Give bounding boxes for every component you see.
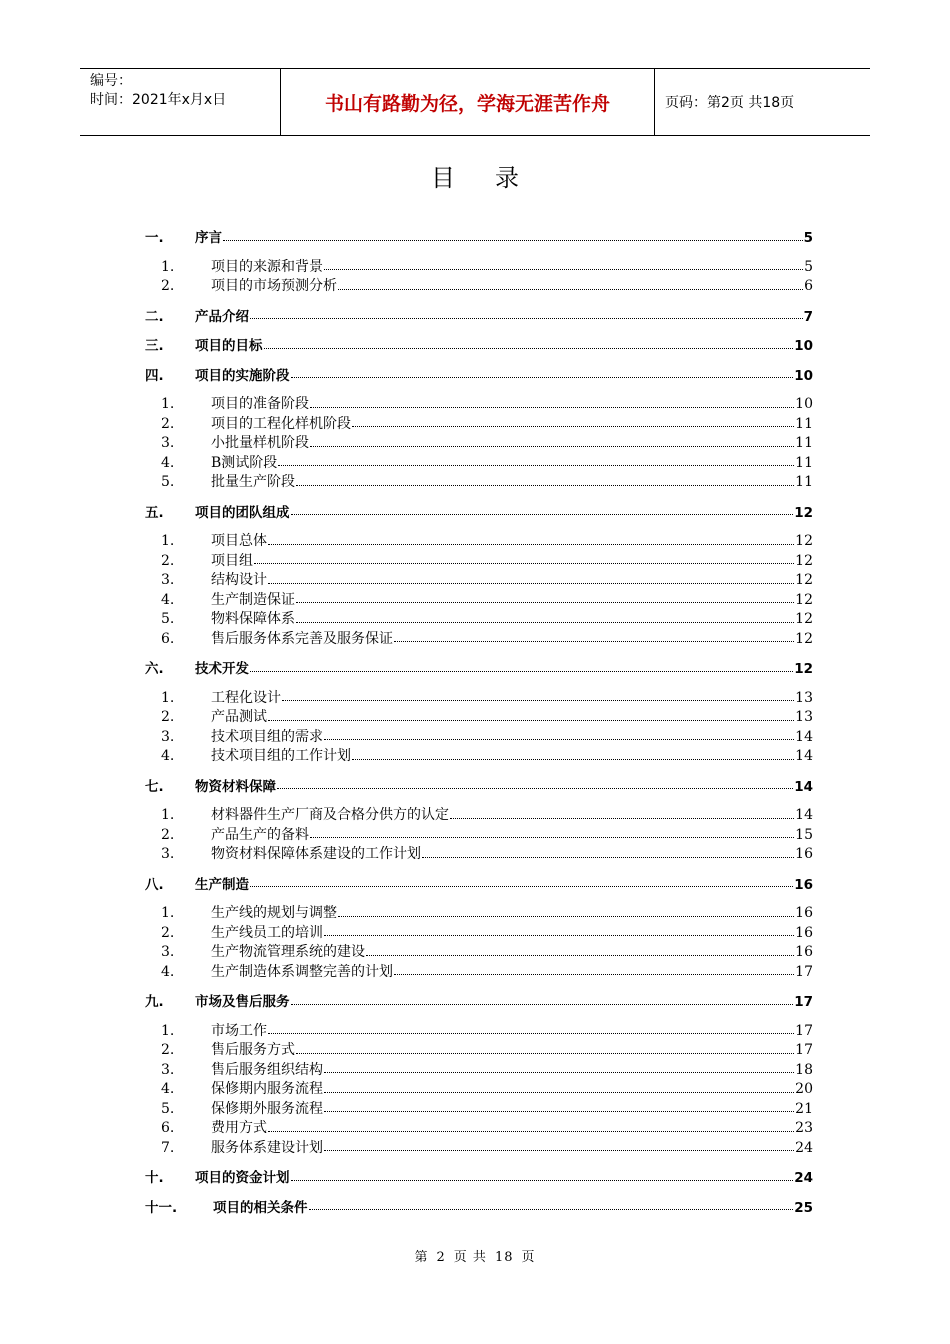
toc-subsection-entry[interactable] <box>145 413 813 433</box>
toc-entry-text: 项目总体 <box>211 533 267 549</box>
toc-entry-leader <box>324 739 794 740</box>
toc-subsection-entry[interactable] <box>145 589 813 609</box>
toc-section-entry[interactable] <box>145 873 813 893</box>
toc-entry-page: 20 <box>795 1081 813 1097</box>
toc-subsection-entry[interactable] <box>145 393 813 413</box>
toc-entry-page: 11 <box>795 454 813 471</box>
toc-entry-leader <box>296 622 794 623</box>
toc-subsection-entry[interactable] <box>145 804 813 824</box>
toc-entry-leader <box>250 886 793 887</box>
toc-entry-number: 四. <box>145 367 164 384</box>
toc-entry-leader <box>250 318 803 319</box>
toc-entry-leader <box>296 602 794 603</box>
toc-entry-number: 3. <box>161 572 175 588</box>
toc-entry-page: 11 <box>795 415 813 432</box>
toc-entry-text: 生产制造保证 <box>211 591 295 608</box>
toc-entry-leader <box>291 1180 794 1181</box>
toc-entry-leader <box>296 1053 794 1054</box>
toc-entry-leader <box>277 788 793 789</box>
toc-entry-number: 十. <box>145 1170 164 1186</box>
toc-entry-number: 5. <box>161 474 175 490</box>
toc-entry-number: 4. <box>161 1081 175 1097</box>
toc-entry-leader <box>394 641 794 642</box>
toc-section-entry[interactable] <box>145 364 813 384</box>
toc-entry-number: 六. <box>145 661 164 677</box>
toc-entry-page: 5 <box>804 258 813 275</box>
toc-entry-text: 结构设计 <box>211 572 267 588</box>
toc-entry-page: 11 <box>795 435 813 451</box>
toc-entry-page: 12 <box>794 661 813 677</box>
toc-subsection-entry[interactable] <box>145 1078 813 1098</box>
toc-entry-number: 二. <box>145 308 164 325</box>
toc-entry-number: 九. <box>145 994 164 1010</box>
toc-entry-text: 生产线员工的培训 <box>211 924 323 941</box>
toc-entry-text: 保修期外服务流程 <box>211 1100 323 1117</box>
toc-entry-text: 项目组 <box>211 552 253 569</box>
toc-entry-leader <box>254 563 794 564</box>
toc-entry-leader <box>324 1092 794 1093</box>
toc-entry-page: 14 <box>795 748 813 764</box>
toc-subsection-entry[interactable] <box>145 922 813 942</box>
toc-entry-number: 1. <box>161 689 175 706</box>
toc-section-entry[interactable] <box>145 990 813 1010</box>
toc-subsection-entry[interactable] <box>145 961 813 981</box>
header-page-info: 页码：第2页 共18页 <box>665 95 795 111</box>
toc-entry-number: 4. <box>161 963 175 980</box>
toc-entry-text: 产品测试 <box>211 709 267 725</box>
toc-entry-page: 15 <box>795 826 813 843</box>
toc-entry-text: 技术项目组的需求 <box>211 728 323 745</box>
toc-entry-leader <box>268 544 794 545</box>
toc-section-entry[interactable] <box>145 305 813 325</box>
toc-entry-page: 16 <box>795 846 813 862</box>
toc-subsection-entry[interactable] <box>145 452 813 472</box>
toc-entry-text: 生产物流管理系统的建设 <box>211 944 365 960</box>
toc-entry-page: 13 <box>795 709 813 725</box>
toc-entry-text: 售后服务方式 <box>211 1042 295 1058</box>
toc-entry-number: 3. <box>161 944 175 960</box>
toc-entry-text: 保修期内服务流程 <box>211 1081 323 1097</box>
toc-subsection-entry[interactable] <box>145 1059 813 1079</box>
toc-entry-number: 6. <box>161 1120 175 1136</box>
toc-section-entry[interactable] <box>145 1166 813 1186</box>
toc-entry-text: 生产线的规划与调整 <box>211 905 337 921</box>
toc-entry-text: 工程化设计 <box>211 689 281 706</box>
toc-entry-leader <box>394 974 794 975</box>
toc-entry-leader <box>268 1033 794 1034</box>
toc-subsection-entry[interactable] <box>145 569 813 589</box>
toc-entry-number: 一. <box>145 230 164 246</box>
toc-entry-page: 17 <box>795 1022 813 1039</box>
toc-entry-page: 12 <box>795 533 813 549</box>
toc-entry-text: 售后服务组织结构 <box>211 1061 323 1078</box>
toc-entry-number: 4. <box>161 748 175 764</box>
toc-entry-number: 八. <box>145 876 164 893</box>
toc-entry-leader <box>223 240 803 241</box>
toc-subsection-entry[interactable] <box>145 550 813 570</box>
toc-entry-leader <box>291 514 794 515</box>
toc-entry-leader <box>366 955 794 956</box>
toc-entry-leader <box>291 377 794 378</box>
toc-entry-page: 7 <box>803 308 813 325</box>
toc-subsection-entry[interactable] <box>145 1098 813 1118</box>
toc-entry-text: 物资材料保障 <box>195 778 276 795</box>
page-title: 目录 <box>431 164 559 192</box>
toc-subsection-entry[interactable] <box>145 1020 813 1040</box>
toc-entry-number: 十一. <box>145 1199 178 1216</box>
toc-section-entry[interactable] <box>145 226 813 246</box>
toc-entry-page: 24 <box>795 1139 813 1156</box>
toc-entry-number: 1. <box>161 905 175 921</box>
toc-entry-text: 序言 <box>195 230 222 246</box>
header-left-cell <box>80 69 281 135</box>
toc-entry-leader <box>338 289 803 290</box>
toc-entry-text: 物料保障体系 <box>211 611 295 627</box>
toc-entry-number: 2. <box>161 1042 175 1058</box>
toc-entry-page: 23 <box>795 1120 813 1136</box>
toc-entry-text: 项目的市场预测分析 <box>211 278 337 294</box>
toc-section-entry[interactable] <box>145 501 813 521</box>
toc-entry-number: 2. <box>161 924 175 941</box>
page-footer <box>0 1246 950 1265</box>
toc-entry-text: 项目的准备阶段 <box>211 396 309 412</box>
toc-entry-number: 6. <box>161 630 175 647</box>
toc-entry-number: 2. <box>161 278 175 294</box>
toc-entry-leader <box>268 583 794 584</box>
toc-entry-leader <box>352 426 794 427</box>
footer-middle: 页 共 <box>453 1250 487 1265</box>
toc-section-entry[interactable] <box>145 334 813 354</box>
toc-entry-page: 12 <box>795 552 813 569</box>
toc-entry-page: 16 <box>795 905 813 921</box>
footer-prefix: 第 <box>414 1250 429 1265</box>
toc-section-entry[interactable] <box>145 775 813 795</box>
toc-entry-page: 18 <box>795 1061 813 1078</box>
toc-entry-number: 2. <box>161 709 175 725</box>
toc-entry-number: 2. <box>161 826 175 843</box>
toc-entry-number: 1. <box>161 807 175 823</box>
toc-entry-leader <box>310 837 794 838</box>
toc-subsection-entry[interactable] <box>145 530 813 550</box>
toc-entry-number: 2. <box>161 552 175 569</box>
toc-entry-leader <box>352 759 794 760</box>
toc-entry-number: 3. <box>161 728 175 745</box>
toc-entry-page: 13 <box>795 689 813 706</box>
toc-section-entry[interactable] <box>145 1196 813 1216</box>
toc-entry-text: 项目的相关条件 <box>213 1199 308 1216</box>
toc-entry-number: 5. <box>161 611 175 627</box>
toc-subsection-entry[interactable] <box>145 608 813 628</box>
toc-subsection-entry[interactable] <box>145 471 813 491</box>
toc-entry-leader <box>422 857 794 858</box>
toc-subsection-entry[interactable] <box>145 745 813 765</box>
toc-entry-text: 生产制造体系调整完善的计划 <box>211 963 393 980</box>
toc-entry-number: 七. <box>145 778 164 795</box>
toc-entry-text: 项目的资金计划 <box>195 1170 290 1186</box>
footer-total: 18 <box>494 1250 514 1265</box>
toc-subsection-entry[interactable] <box>145 256 813 276</box>
toc-entry-number: 3. <box>161 846 175 862</box>
toc-entry-text: 物资材料保障体系建设的工作计划 <box>211 846 421 862</box>
toc-entry-number: 1. <box>161 1022 175 1039</box>
toc-entry-page: 12 <box>795 630 813 647</box>
toc-entry-page: 14 <box>794 778 813 795</box>
toc-entry-leader <box>450 818 794 819</box>
toc-entry-page: 14 <box>795 728 813 745</box>
toc-entry-page: 17 <box>795 963 813 980</box>
toc-entry-page: 10 <box>795 396 813 412</box>
header-motto: 书山有路勤为径，学海无涯苦作舟 <box>281 69 655 135</box>
number-label: 编号： <box>90 73 132 89</box>
toc-entry-text: 项目的工程化样机阶段 <box>211 415 351 432</box>
toc-entry-number: 三. <box>145 338 164 354</box>
toc-entry-text: B测试阶段 <box>211 454 278 471</box>
toc-entry-text: 项目的实施阶段 <box>195 367 290 384</box>
toc-entry-page: 12 <box>795 572 813 588</box>
toc-subsection-entry[interactable] <box>145 432 813 452</box>
toc-subsection-entry[interactable] <box>145 824 813 844</box>
toc-subsection-entry[interactable] <box>145 706 813 726</box>
toc-entry-leader <box>310 407 794 408</box>
toc-entry-number: 5. <box>161 1100 175 1117</box>
toc-entry-number: 1. <box>161 396 175 412</box>
toc-entry-leader <box>324 1150 794 1151</box>
toc-entry-page: 17 <box>794 994 813 1010</box>
toc-entry-text: 批量生产阶段 <box>211 474 295 490</box>
toc-entry-number: 4. <box>161 591 175 608</box>
page-header <box>80 68 870 136</box>
toc-entry-text: 售后服务体系完善及服务保证 <box>211 630 393 647</box>
toc-entry-page: 24 <box>794 1170 813 1186</box>
toc-entry-leader <box>296 485 794 486</box>
toc-entry-number: 7. <box>161 1139 175 1156</box>
toc-subsection-entry[interactable] <box>145 1039 813 1059</box>
toc-entry-page: 10 <box>794 367 813 384</box>
toc-entry-page: 21 <box>795 1100 813 1117</box>
toc-entry-page: 25 <box>794 1199 813 1216</box>
toc-entry-leader <box>268 720 794 721</box>
toc-entry-page: 12 <box>794 504 813 521</box>
toc-entry-page: 16 <box>794 876 813 893</box>
toc-entry-page: 14 <box>795 807 813 823</box>
toc-entry-text: 项目的目标 <box>195 338 263 354</box>
toc-subsection-entry[interactable] <box>145 726 813 746</box>
toc-subsection-entry[interactable] <box>145 628 813 648</box>
time-label: 时间：2021年x月x日 <box>90 92 227 108</box>
footer-suffix: 页 <box>521 1250 536 1265</box>
toc-entry-leader <box>264 348 794 349</box>
toc-entry-page: 12 <box>795 591 813 608</box>
toc-entry-page: 12 <box>795 611 813 627</box>
toc-entry-page: 16 <box>795 944 813 960</box>
toc-entry-leader <box>268 1131 794 1132</box>
toc-entry-leader <box>250 671 793 672</box>
toc-entry-text: 产品生产的备料 <box>211 826 309 843</box>
toc-entry-text: 小批量样机阶段 <box>211 435 309 451</box>
toc-entry-leader <box>324 935 794 936</box>
toc-entry-leader <box>278 465 794 466</box>
toc-entry-leader <box>324 269 803 270</box>
toc-section-entry[interactable] <box>145 657 813 677</box>
toc-entry-text: 项目的团队组成 <box>195 504 290 521</box>
toc-entry-page: 11 <box>795 474 813 490</box>
toc-entry-number: 3. <box>161 435 175 451</box>
toc-entry-number: 五. <box>145 504 164 521</box>
toc-entry-leader <box>338 916 794 917</box>
toc-entry-number: 1. <box>161 258 175 275</box>
toc-entry-leader <box>291 1004 794 1005</box>
toc-entry-text: 市场工作 <box>211 1022 267 1039</box>
toc-entry-number: 1. <box>161 533 175 549</box>
toc-entry-leader <box>309 1209 794 1210</box>
toc-entry-number: 4. <box>161 454 175 471</box>
toc-entry-leader <box>310 446 794 447</box>
toc-entry-text: 市场及售后服务 <box>195 994 290 1010</box>
toc-entry-text: 技术项目组的工作计划 <box>211 748 351 764</box>
toc-entry-page: 10 <box>794 338 813 354</box>
toc-subsection-entry[interactable] <box>145 687 813 707</box>
footer-page: 2 <box>436 1250 446 1265</box>
toc-entry-text: 技术开发 <box>195 661 249 677</box>
toc-subsection-entry[interactable] <box>145 902 813 922</box>
toc-entry-text: 费用方式 <box>211 1120 267 1136</box>
table-of-contents <box>145 226 813 1215</box>
toc-subsection-entry[interactable] <box>145 941 813 961</box>
toc-entry-page: 16 <box>795 924 813 941</box>
toc-entry-page: 5 <box>803 230 813 246</box>
toc-entry-text: 产品介绍 <box>195 308 249 325</box>
toc-entry-text: 生产制造 <box>195 876 249 893</box>
toc-entry-number: 3. <box>161 1061 175 1078</box>
toc-entry-number: 2. <box>161 415 175 432</box>
toc-entry-text: 服务体系建设计划 <box>211 1139 323 1156</box>
toc-subsection-entry[interactable] <box>145 275 813 295</box>
toc-subsection-entry[interactable] <box>145 843 813 863</box>
toc-entry-text: 材料器件生产厂商及合格分供方的认定 <box>211 807 449 823</box>
toc-entry-page: 17 <box>795 1042 813 1058</box>
toc-entry-leader <box>282 700 794 701</box>
toc-subsection-entry[interactable] <box>145 1137 813 1157</box>
toc-entry-leader <box>324 1111 794 1112</box>
toc-entry-text: 项目的来源和背景 <box>211 258 323 275</box>
toc-subsection-entry[interactable] <box>145 1117 813 1137</box>
toc-entry-leader <box>324 1072 794 1073</box>
toc-entry-page: 6 <box>804 278 813 294</box>
